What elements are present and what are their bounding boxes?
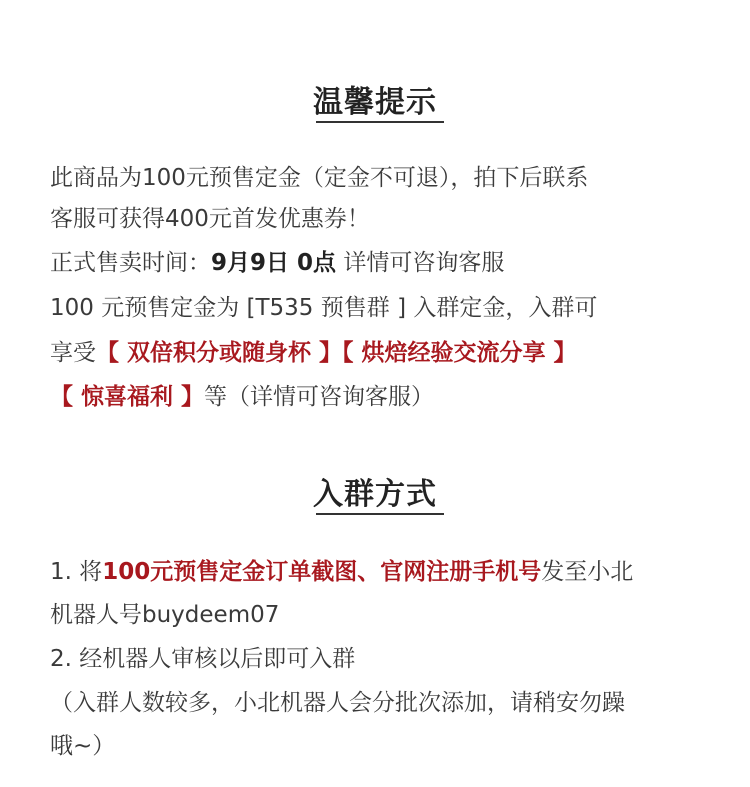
notice-line-group-deposit: 100 元预售定金为 [T535 预售群 ] 入群定金，入群可 <box>50 295 598 321</box>
notice-line-surprise <box>50 382 434 412</box>
step1-suffix: 发至小北 <box>541 559 634 585</box>
step1-highlight: 100元预售定金订单截图、官网注册手机号 <box>102 559 542 585</box>
join-title-underline <box>316 513 444 515</box>
join-note: （入群人数较多，小北机器人会分批次添加，请稍安勿躁 <box>50 690 625 716</box>
benefits-prefix: 享受 <box>50 340 96 366</box>
join-note-end: 哦~） <box>50 733 116 759</box>
sale-time-prefix: 正式售卖时间： <box>50 250 211 276</box>
sale-time-suffix: 详情可咨询客服 <box>336 250 505 276</box>
notice-line-coupon: 客服可获得400元首发优惠券！ <box>50 206 370 232</box>
join-step2: 2. 经机器人审核以后即可入群 <box>50 646 356 672</box>
benefit-baking-exchange: 【 烘焙经验交流分享 】 <box>342 340 577 366</box>
surprise-suffix: 等（详情可咨询客服） <box>204 384 435 410</box>
notice-line-deposit: 此商品为100元预售定金（定金不可退），拍下后联系 <box>50 165 589 191</box>
sale-time-value: 9月9日 0点 <box>211 250 337 276</box>
join-step1-robot: 机器人号buydeem07 <box>50 602 280 628</box>
join-step1 <box>50 557 633 587</box>
benefit-double-points: 【 双倍积分或随身杯 】 <box>96 340 343 366</box>
notice-line-sale-time <box>50 248 504 278</box>
notice-title-underline <box>316 121 444 123</box>
join-title: 入群方式 <box>313 477 437 512</box>
step1-prefix: 1. 将 <box>50 559 103 585</box>
notice-line-benefits <box>50 338 577 368</box>
benefit-surprise: 【 惊喜福利 】 <box>50 384 205 410</box>
notice-title: 温馨提示 <box>313 85 437 120</box>
